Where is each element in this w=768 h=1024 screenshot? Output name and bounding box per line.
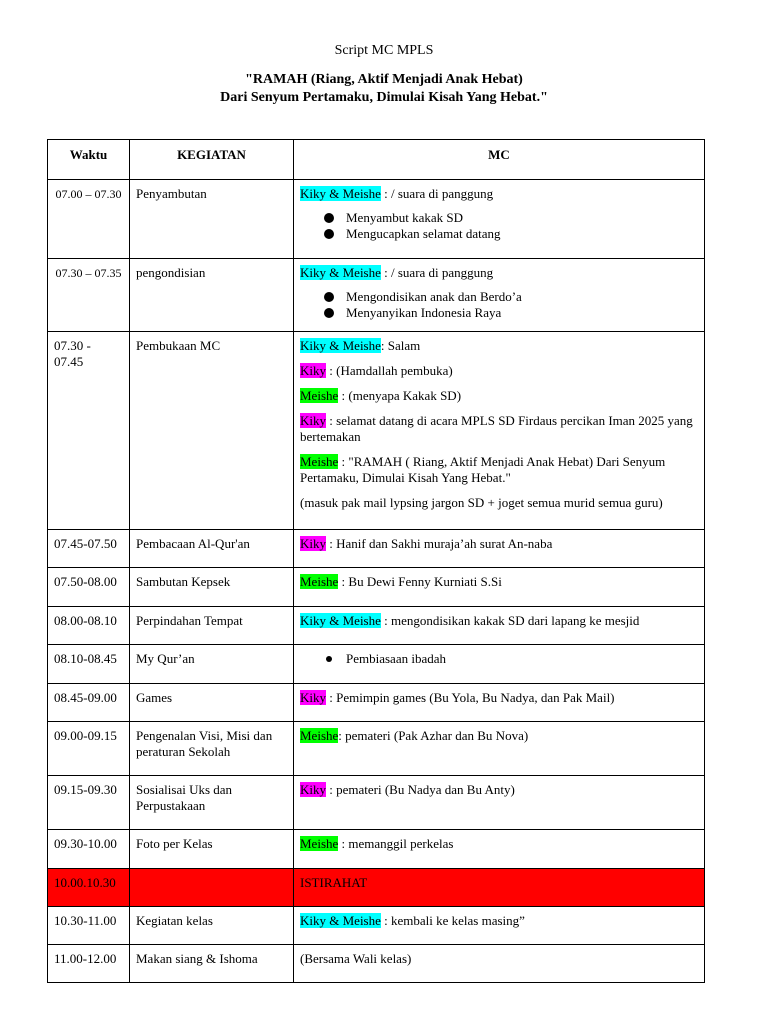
mc-cell [294, 684, 705, 722]
bullet-icon [324, 229, 334, 239]
mc-text: : pemateri (Bu Nadya dan Bu Anty) [326, 782, 515, 797]
bullet-list [300, 289, 698, 321]
time-cell: 08.10-08.45 [48, 645, 130, 684]
mc-text: : memanggil perkelas [338, 836, 454, 851]
time-cell: 07.30 - 07.45 [48, 332, 130, 530]
table-row [48, 776, 705, 830]
mc-cell [294, 530, 705, 568]
list-item [346, 305, 698, 321]
table-row [48, 607, 705, 645]
mc-text: : (menyapa Kakak SD) [338, 388, 462, 403]
activity-cell: Penyambutan [130, 180, 294, 259]
mc-text: : (Hamdallah pembuka) [326, 363, 453, 378]
mc-text: : selamat datang di acara MPLS SD Firdaus percikan Iman 2025 yang bertemakan [300, 413, 693, 444]
table-row [48, 945, 705, 983]
table-row [48, 530, 705, 568]
mc-cell: ISTIRAHAT [294, 869, 705, 907]
list-item-text: Mengucapkan selamat datang [346, 226, 501, 241]
list-item [346, 289, 698, 305]
table-header-row [48, 140, 705, 180]
bullet-list [300, 651, 698, 667]
bullet-icon [324, 292, 334, 302]
time-cell: 11.00-12.00 [48, 945, 130, 983]
mc-line [300, 454, 698, 486]
speaker-label: Meishe [300, 388, 339, 403]
speaker-label: Meishe [300, 574, 339, 589]
mc-cell [294, 568, 705, 607]
time-cell: 07.45-07.50 [48, 530, 130, 568]
mc-text: : Pemimpin games (Bu Yola, Bu Nadya, dan Pak Mail) [326, 690, 615, 705]
mc-cell [294, 180, 705, 259]
mc-cell [294, 722, 705, 776]
mc-text: : Salam [380, 338, 421, 353]
header-mc: MC [294, 140, 705, 180]
list-item-text: Menyanyikan Indonesia Raya [346, 305, 502, 320]
mc-cell [294, 645, 705, 684]
time-cell: 09.30-10.00 [48, 830, 130, 869]
mc-text: : mengondisikan kakak SD dari lapang ke mesjid [380, 613, 640, 628]
activity-cell: Sosialisai Uks dan Perpustakaan [130, 776, 294, 830]
table-row [48, 332, 705, 530]
speaker-label: Kiky & Meishe [300, 613, 381, 628]
speaker-label: Kiky [300, 536, 326, 551]
mc-line [300, 388, 698, 404]
mc-text: : Hanif dan Sakhi muraja’ah surat An-naba [326, 536, 553, 551]
bullet-icon [326, 656, 332, 662]
subtitle-line-2: Dari Senyum Pertamaku, Dimulai Kisah Yang Hebat." [220, 90, 548, 105]
bullet-icon [324, 308, 334, 318]
mc-line [300, 338, 698, 354]
mc-line [300, 363, 698, 379]
activity-cell: Pengenalan Visi, Misi dan peraturan Sekolah [130, 722, 294, 776]
mc-text: : "RAMAH ( Riang, Aktif Menjadi Anak Hebat) Dari Senyum Pertamaku, Dimulai Kisah Yang Hebat." [300, 454, 666, 485]
header-time: Waktu [48, 140, 130, 180]
activity-cell: Perpindahan Tempat [130, 607, 294, 645]
list-item [346, 226, 698, 242]
activity-cell: Foto per Kelas [130, 830, 294, 869]
speaker-label: Kiky & Meishe [300, 913, 381, 928]
speaker-label: Kiky [300, 363, 326, 378]
time-cell: 08.45-09.00 [48, 684, 130, 722]
page-title: Script MC MPLS [334, 43, 434, 58]
speaker-label: Kiky & Meishe [300, 186, 381, 201]
subtitle-line-1: "RAMAH (Riang, Aktif Menjadi Anak Hebat) [245, 72, 523, 87]
speaker-label: Kiky [300, 690, 326, 705]
table-row [48, 722, 705, 776]
activity-cell [130, 869, 294, 907]
time-cell: 07.30 – 07.35 [48, 259, 130, 332]
time-cell: 10.30-11.00 [48, 907, 130, 945]
table-row [48, 645, 705, 684]
list-item-text: Mengondisikan anak dan Berdo’a [346, 289, 522, 304]
activity-cell: My Qur’an [130, 645, 294, 684]
mc-text: : kembali ke kelas masing” [380, 913, 525, 928]
schedule-table [47, 139, 705, 983]
table-row [48, 830, 705, 869]
mc-text: : Bu Dewi Fenny Kurniati S.Si [338, 574, 502, 589]
table-row [48, 907, 705, 945]
bullet-list [300, 210, 698, 242]
speaker-label: Meishe [300, 454, 339, 469]
speaker-label: Meishe [300, 836, 339, 851]
activity-cell: Games [130, 684, 294, 722]
list-item [346, 651, 698, 667]
list-item-text: Pembiasaan ibadah [346, 651, 446, 666]
activity-cell: Pembacaan Al-Qur'an [130, 530, 294, 568]
mc-cell [294, 907, 705, 945]
speaker-label: Meishe [300, 728, 339, 743]
mc-note: (masuk pak mail lypsing jargon SD + joget semua murid semua guru) [300, 495, 663, 510]
activity-cell: pengondisian [130, 259, 294, 332]
table-row [48, 684, 705, 722]
mc-text: : / suara di panggung [380, 186, 494, 201]
mc-text: : pemateri (Pak Azhar dan Bu Nova) [338, 728, 529, 743]
time-cell: 07.00 – 07.30 [48, 180, 130, 259]
mc-cell [294, 830, 705, 869]
time-cell: 07.50-08.00 [48, 568, 130, 607]
list-item-text: Menyambut kakak SD [346, 210, 463, 225]
mc-cell [294, 607, 705, 645]
speaker-label: Kiky & Meishe [300, 265, 381, 280]
mc-cell [294, 259, 705, 332]
table-row-break [48, 869, 705, 907]
time-cell: 09.15-09.30 [48, 776, 130, 830]
header-activity: KEGIATAN [130, 140, 294, 180]
document-subtitle [0, 71, 768, 107]
table-row [48, 259, 705, 332]
speaker-label: Kiky [300, 782, 326, 797]
table-row [48, 180, 705, 259]
mc-cell [294, 776, 705, 830]
activity-cell: Kegiatan kelas [130, 907, 294, 945]
mc-cell: (Bersama Wali kelas) [294, 945, 705, 983]
activity-cell: Sambutan Kepsek [130, 568, 294, 607]
activity-cell: Makan siang & Ishoma [130, 945, 294, 983]
mc-line [300, 413, 698, 445]
mc-cell [294, 332, 705, 530]
time-cell: 08.00-08.10 [48, 607, 130, 645]
mc-text: : / suara di panggung [380, 265, 494, 280]
time-cell: 09.00-09.15 [48, 722, 130, 776]
speaker-label: Kiky [300, 413, 326, 428]
time-cell: 10.00.10.30 [48, 869, 130, 907]
activity-cell: Pembukaan MC [130, 332, 294, 530]
speaker-label: Kiky & Meishe [300, 338, 381, 353]
bullet-icon [324, 213, 334, 223]
table-row [48, 568, 705, 607]
list-item [346, 210, 698, 226]
